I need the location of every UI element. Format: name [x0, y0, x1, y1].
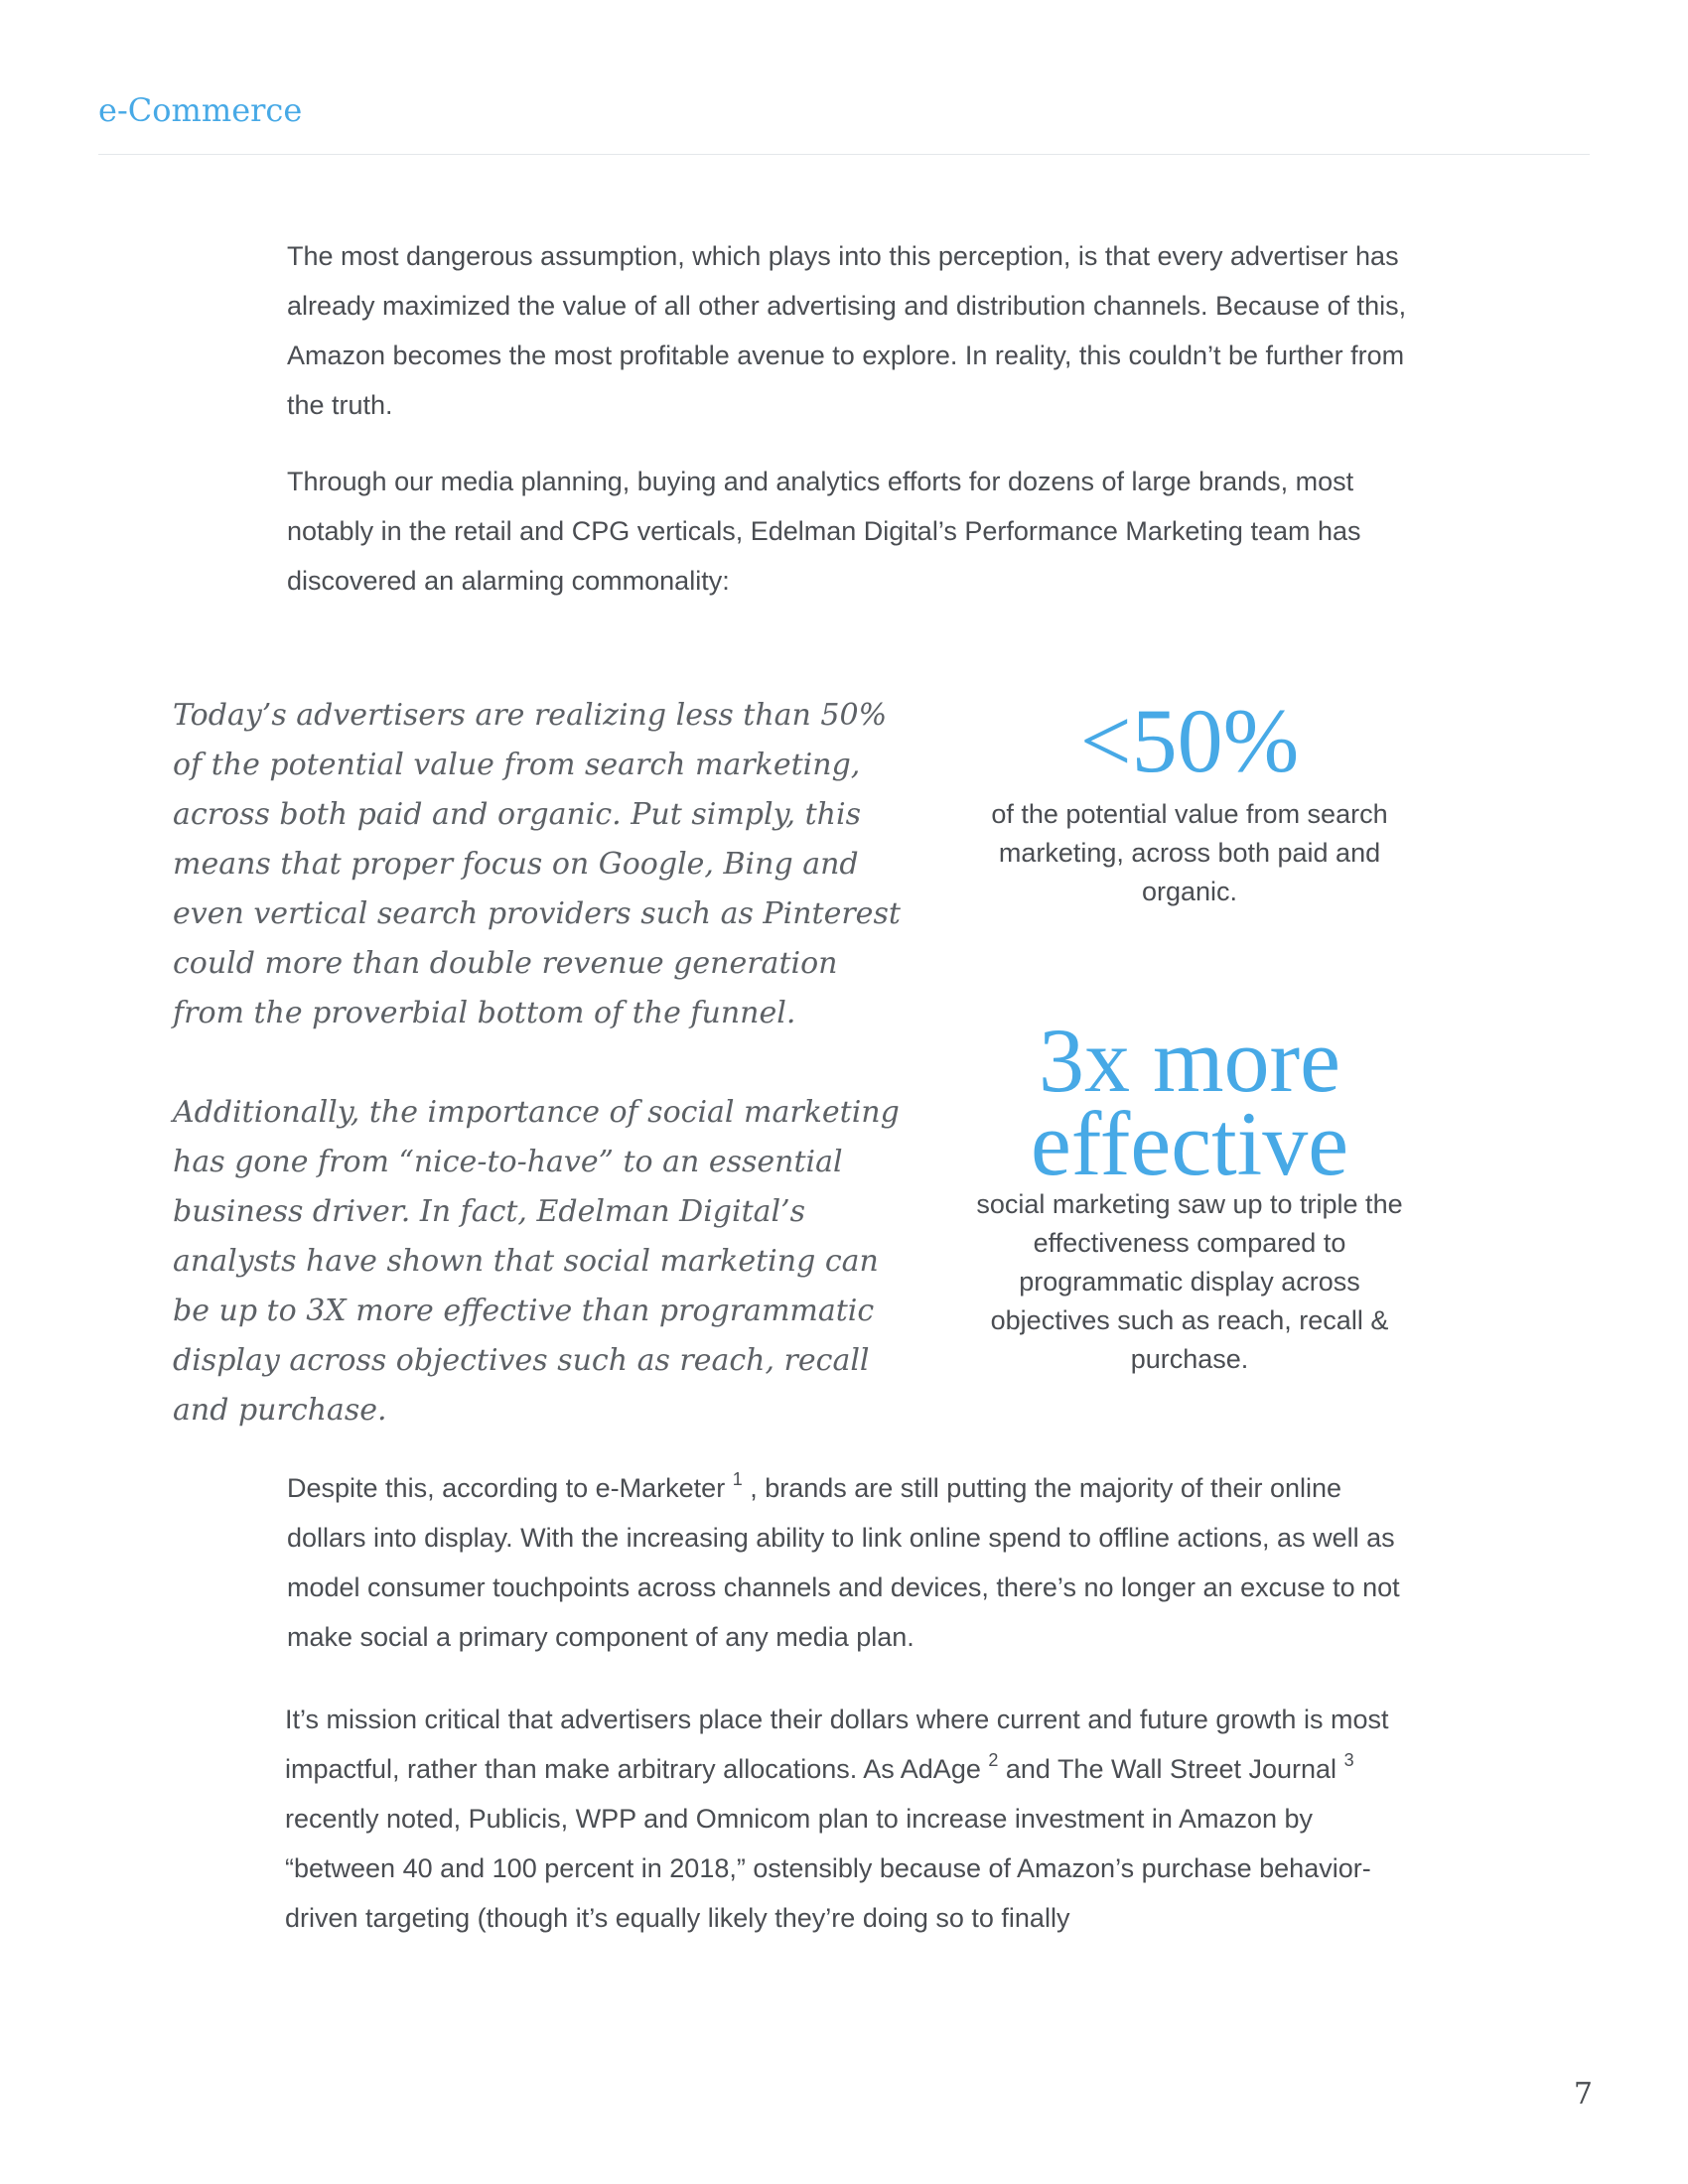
- p3-text-before: Despite this, according to e-Marketer: [287, 1473, 733, 1503]
- pull-quote-search: Today’s advertisers are realizing less than 50% of the potential value from search marketing, across both paid and organic. Put simply, this means that proper focus on Google, Bing and even vertical search providers such as Pinterest could more than double revenue generation from the proverbial bottom of the funnel.: [173, 698, 901, 1030]
- p3-text-after: , brands are still putting the majority of their online dollars into display. With the increasing ability to link online spend to offline actions, as well as model consumer touchpoints across channels and devices, there’s no longer an excuse to not make social a primary component of any media plan.: [287, 1473, 1400, 1652]
- footnote-ref-1[interactable]: 1: [732, 1469, 743, 1489]
- footnote-ref-3[interactable]: 3: [1343, 1750, 1354, 1770]
- stat-social-figure: [971, 1010, 1408, 1194]
- stat-social-figure-line1: 3x more: [1038, 1010, 1341, 1111]
- p4-text-part1: It’s mission critical that advertisers place their dollars where current and future growth is most impactful, rather than make arbitrary allocations. As AdAge: [285, 1705, 1389, 1784]
- stat-social-caption-text: social marketing saw up to triple the effectiveness compared to programmatic display across objectives such as reach, recall & purchase.: [976, 1189, 1403, 1374]
- p4-text-part3: recently noted, Publicis, WPP and Omnicom plan to increase investment in Amazon by “between 40 and 100 percent in 2018,” ostensibly because of Amazon’s purchase behavior-driven targeting (though it’s equally likely they’re doing so to finally: [285, 1804, 1371, 1933]
- stat-search-figure: <50%: [1079, 690, 1300, 791]
- paragraph-emarketer: [287, 1463, 1419, 1662]
- page-number: 7: [1573, 2077, 1593, 2112]
- paragraph-mission-critical: [285, 1695, 1417, 1943]
- paragraph-assumption: The most dangerous assumption, which plays into this perception, is that every advertiser has already maximized the value of all other advertising and distribution channels. Because of this, Amazon becomes the most profitable avenue to explore. In reality, this couldn’t be further from the truth.: [287, 241, 1407, 420]
- pull-quote-social: Additionally, the importance of social marketing has gone from “nice-to-have” to an essential business driver. In fact, Edelman Digital’s analysts have shown that social marketing can be up to 3X more effective than programmatic display across objectives such as reach, recall and purchase.: [173, 1095, 900, 1428]
- p4-text-part2: and The Wall Street Journal: [998, 1754, 1344, 1784]
- stat-search-caption-text: of the potential value from search marketing, across both paid and organic.: [991, 799, 1388, 906]
- header-divider: [98, 154, 1590, 155]
- footnote-ref-2[interactable]: 2: [988, 1750, 999, 1770]
- stat-search-caption: [971, 795, 1408, 911]
- stat-social-figure-line2: effective: [1030, 1093, 1349, 1194]
- stat-social-caption: [971, 1185, 1408, 1379]
- paragraph-discovery: Through our media planning, buying and analytics efforts for dozens of large brands, most notably in the retail and CPG verticals, Edelman Digital’s Performance Marketing team has discovered an alarming commonality:: [287, 467, 1361, 596]
- section-title: e-Commerce: [98, 91, 303, 129]
